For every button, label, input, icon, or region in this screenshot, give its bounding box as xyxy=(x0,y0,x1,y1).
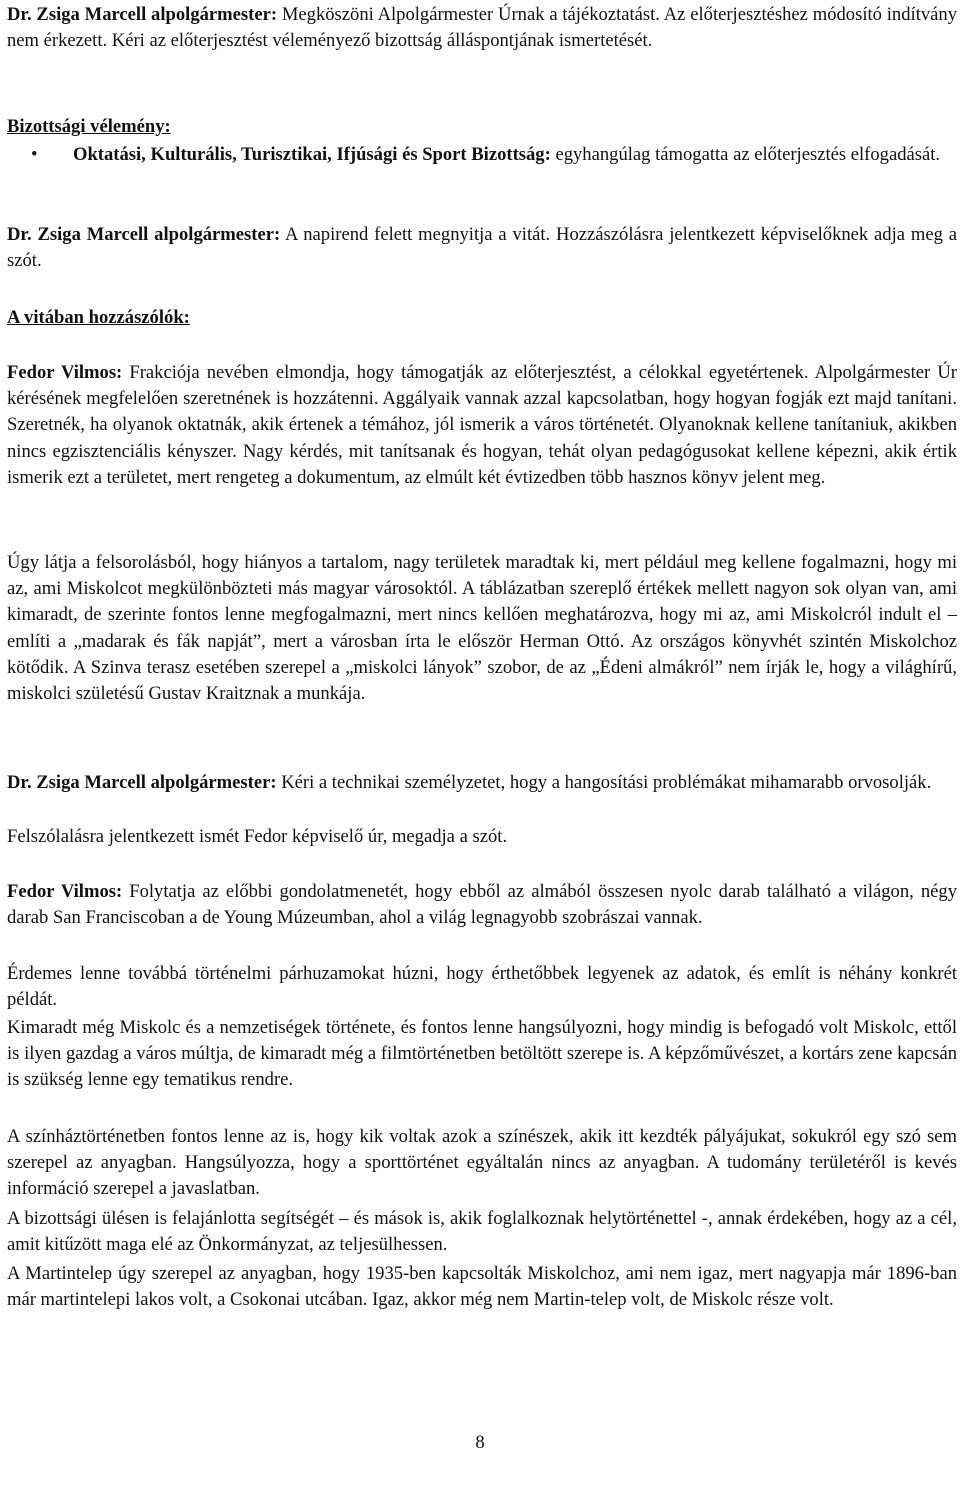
paragraph-text: Kimaradt még Miskolc és a nemzetiségek története, és fontos lenne hangsúlyozni, hogy mindig is befogadó volt Miskolc, ettől is ilyen gazdag a város múltja, de kimaradt még a filmtörténetben betöltött szerepe is. A képzőművészet, a kortárs zene kapcsán is szükség lenne egy tematikus rendre. xyxy=(7,1017,957,1091)
paragraph-floor-given xyxy=(7,824,957,850)
speaker-name: Dr. Zsiga Marcell alpolgármester: xyxy=(7,224,281,245)
paragraph-fedor-4 xyxy=(7,961,957,1013)
speaker-name: Fedor Vilmos: xyxy=(7,881,123,902)
paragraph-text: Kéri a technikai személyzetet, hogy a hangosítási problémákat mihamarabb orvosolják. xyxy=(276,772,932,793)
paragraph-text: Megköszöni Alpolgármester Úrnak a tájékoztatást. Az előterjesztéshez módosító indítvány nem érkezett. Kéri az előterjesztést véleményező bizottság álláspontjának ismertetését. xyxy=(7,4,958,52)
committee-text: egyhangúlag támogatta az előterjesztés elfogadását. xyxy=(550,144,941,165)
paragraph-text: Frakciója nevében elmondja, hogy támogatják az előterjesztést, a célokkal egyetértenek. Alpolgármester Úr kérésének megfelelően szeretnének is hozzátenni. Aggályaik vannak azzal kapcsolatban, hogy hogyan fogják ezt majd tanítani. Szeretnék, ha olyanok oktatnák, akik értenek a témához, jól ismerik a város történetét. Olyanoknak kellene tanítaniuk, akikben nincs egzisztenciális kényszer. Nagy kérdés, mit tanítsanak és hogyan, tehát olyan pedagógusokat kellene képezni, akik értik ismerik ezt a területet, mert rengeteg a dokumentum, az elmúlt két évtizedben több hasznos könyv jelent meg. xyxy=(7,362,957,488)
paragraph-text: Érdemes lenne továbbá történelmi párhuzamokat húzni, hogy érthetőbbek legyenek az adatok, és említ is néhány konkrét példát. xyxy=(7,963,957,1011)
paragraph-text: Folytatja az előbbi gondolatmenetét, hogy ebből az almából összesen nyolc darab található a világon, négy darab San Franciscoban a de Young Múzeumban, ahol a világ legnagyobb szobrászai vannak. xyxy=(7,881,957,929)
bullet-icon: • xyxy=(31,144,38,165)
debate-heading-block xyxy=(7,305,957,331)
paragraph-chair-2 xyxy=(7,222,957,274)
paragraph-text: A színháztörténetben fontos lenne az is, hogy kik voltak azok a színészek, akik itt kezdték pályájukat, sokukról egy szó sem szerepel az anyagban. Hangsúlyozza, hogy a sporttörténet egyáltalán nincs az anyagban. A tudomány területéről is kevés információ szerepel a javaslatban. xyxy=(7,1126,957,1200)
paragraph-fedor-6 xyxy=(7,1124,957,1203)
paragraph-chair-1 xyxy=(7,2,957,54)
paragraph-chair-3 xyxy=(7,770,957,796)
paragraph-text: A Martintelep úgy szerepel az anyagban, hogy 1935-ben kapcsolták Miskolchoz, ami nem igaz, mert nagyapja már 1896-ban már martintelepi lakos volt, a Csokonai utcában. Igaz, akkor még nem Martin-telep volt, de Miskolc része volt. xyxy=(7,1263,957,1311)
paragraph-text: Úgy látja a felsorolásból, hogy hiányos a tartalom, nagy területek maradtak ki, mert például meg kellene fogalmazni, hogy mi az, ami Miskolcot megkülönbözteti más magyar városoktól. A táblázatban szereplő értékek mellett nagyon sok olyan van, ami kimaradt, de szerinte fontos lenne megfogalmazni, mert nincs kellően meghatározva, hogy mi az, ami Miskolcról indult el – említi a „madarak és fák napját”, mert a városban írta le először Herman Ottó. Az országos könyvhét szintén Miskolchoz kötődik. A Szinva terasz esetében szerepel a „miskolci lányok” szobor, de az „Édeni almákról” nem írják le, hogy a világhírű, miskolci születésű Gustav Kraitznak a munkája. xyxy=(7,552,957,705)
paragraph-fedor-3 xyxy=(7,879,957,931)
paragraph-fedor-8 xyxy=(7,1261,957,1313)
speaker-name: Dr. Zsiga Marcell alpolgármester: xyxy=(7,4,278,25)
paragraph-text: A bizottsági ülésen is felajánlotta segítségét – és mások is, akik foglalkoznak helytörténettel -, annak érdekében, hogy az a cél, amit kitűzött maga elé az Önkormányzat, az teljesülhessen. xyxy=(7,1208,957,1256)
page-number: 8 xyxy=(475,1432,485,1453)
paragraph-text: A napirend felett megnyitja a vitát. Hozzászólásra jelentkezett képviselőknek adja meg a szót. xyxy=(7,224,957,272)
debate-heading: A vitában hozzászólók: xyxy=(7,307,190,328)
committee-name: Oktatási, Kulturális, Turisztikai, Ifjúsági és Sport Bizottság: xyxy=(73,144,551,165)
paragraph-fedor-7 xyxy=(7,1206,957,1258)
committee-list-item xyxy=(7,142,957,168)
paragraph-fedor-2 xyxy=(7,550,957,707)
paragraph-fedor-1 xyxy=(7,360,957,491)
paragraph-fedor-5 xyxy=(7,1015,957,1094)
committee-heading: Bizottsági vélemény: xyxy=(7,116,171,137)
committee-heading-block xyxy=(7,114,957,140)
paragraph-text: Felszólalásra jelentkezett ismét Fedor képviselő úr, megadja a szót. xyxy=(7,826,508,847)
speaker-name: Dr. Zsiga Marcell alpolgármester: xyxy=(7,772,277,793)
speaker-name: Fedor Vilmos: xyxy=(7,362,123,383)
committee-list xyxy=(7,142,957,168)
